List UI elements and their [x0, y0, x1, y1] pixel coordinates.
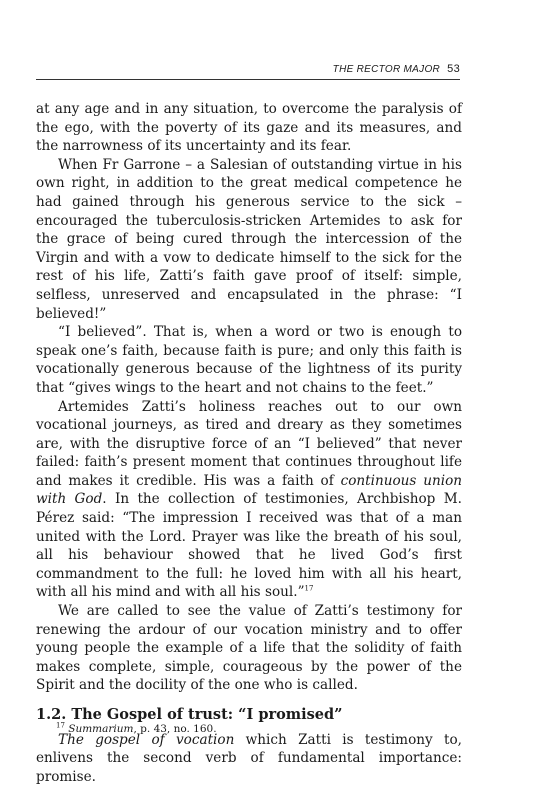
paragraph-6 — [36, 731, 462, 787]
paragraph-6-emphasis: The gospel of vocation — [58, 731, 235, 748]
paragraph-2: When Fr Garrone – a Salesian of outstanding virtue in his own right, in addition to the great medical competence he had gained through his generous service to the sick – encouraged the tuberculosis-stricken Artemides to ask for the grace of being cured through the intercession of the Virgin and with a vow to dedicate himself to the sick for the rest of his life, Zatti’s faith gave proof of itself: simple, selfless, unreserved and encapsulated in the phrase: “I believed!” — [36, 156, 462, 322]
paragraph-3: “I believed”. That is, when a word or two is enough to speak one’s faith, because faith is pure; and only this faith is vocationally generous because of the lightness of its purity that “gives wings to the heart and not chains to the feet.” — [36, 324, 462, 396]
paragraph-4-part-b: . In the collection of testimonies, Archbishop M. Pérez said: “The impression I received was that of a man united with the Lord. Prayer was like the breath of his soul, all his behaviour showed that he lived God’s first commandment to the full: he loved him with all his heart, with all his mind and with all his soul.” — [36, 491, 462, 601]
footnote-ref[interactable]: 17 — [304, 584, 314, 593]
paragraph-4 — [36, 398, 462, 603]
paragraph-6-rest: which Zatti is testimony to, enlivens the second verb of fundamental importance: promise. — [36, 731, 462, 785]
paragraph-4-part-a: Artemides Zatti’s holiness reaches out to our own vocational journeys, as tired and dreary as they sometimes are, with the disruptive force of an “I believed” that never failed: faith’s present moment that continues throughout life and makes it credible. His was a faith of — [36, 398, 462, 489]
paragraph-4-emphasis: continuous union with God — [36, 472, 463, 508]
running-title: THE RECTOR MAJOR — [332, 64, 441, 75]
footnote-rest: , p. 43, no. 160. — [133, 723, 217, 735]
footnote — [56, 722, 456, 736]
section-heading: 1.2. The Gospel of trust: “I promised” — [36, 706, 343, 723]
paragraph-1: at any age and in any situation, to overcome the paralysis of the ego, with the poverty of its gaze and its measures, and the narrowness of its uncertainty and its fear. — [36, 101, 462, 155]
footnote-title: Summarium — [68, 723, 134, 735]
page-number: 53 — [447, 63, 460, 75]
running-header — [36, 63, 460, 80]
paragraph-5: We are called to see the value of Zatti’s testimony for renewing the ardour of our vocation ministry and to offer young people the example of a life that the solidity of faith makes complete, simple, courageous by the power of the Spirit and the docility of the one who is called. — [36, 603, 462, 694]
main-text — [36, 100, 462, 786]
footnote-number: 17 — [56, 721, 65, 730]
